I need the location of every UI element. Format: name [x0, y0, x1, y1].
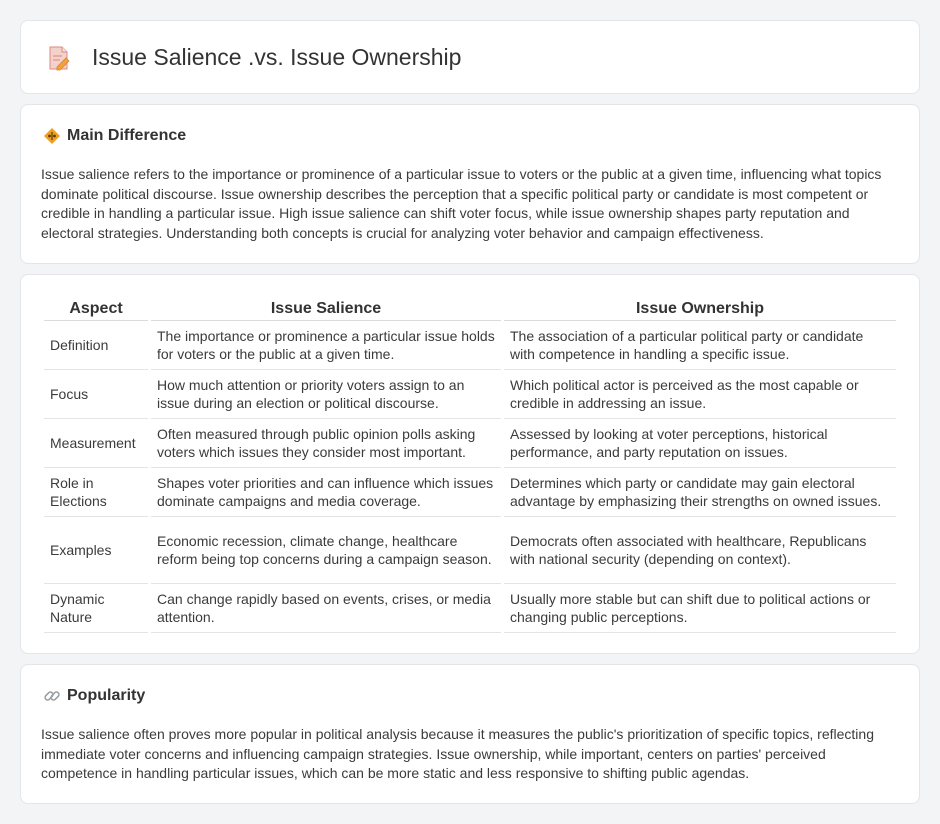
comparison-table: [41, 295, 899, 633]
table-row: [44, 468, 896, 517]
popularity-heading: [43, 687, 145, 705]
table-row: [44, 321, 896, 370]
popularity-text: Issue salience often proves more popular in political analysis because it measures the public's prioritization of specific topics, reflecting immediate voter concerns and influencing campaign strategies. Issue ownership, while important, centers on parties' perceived competence in handling particular issues, which can be more static and less responsive to shifting public agendas.: [41, 726, 874, 781]
aspect-cell: Examples: [44, 517, 148, 584]
ownership-cell: Assessed by looking at voter perceptions, historical performance, and party reputation on issues.: [504, 419, 896, 468]
table-header-row: [44, 295, 896, 321]
main-difference-heading: [43, 127, 186, 145]
aspect-cell: Dynamic Nature: [44, 584, 148, 633]
ownership-cell: Determines which party or candidate may gain electoral advantage by emphasizing their strengths on owned issues.: [504, 468, 896, 517]
popularity-title: Popularity: [67, 687, 146, 704]
aspect-cell: Measurement: [44, 419, 148, 468]
ownership-cell: Usually more stable but can shift due to political actions or changing public perceptions.: [504, 584, 896, 633]
column-header-issue-ownership: Issue Ownership: [504, 295, 896, 321]
column-header-aspect: Aspect: [44, 295, 148, 321]
salience-cell: Can change rapidly based on events, crises, or media attention.: [151, 584, 501, 633]
page-title: Issue Salience .vs. Issue Ownership: [92, 44, 462, 70]
popularity-card: [20, 664, 920, 804]
salience-cell: The importance or prominence a particular issue holds for voters or the public at a given time.: [151, 321, 501, 370]
aspect-cell: Definition: [44, 321, 148, 370]
table-row: [44, 584, 896, 633]
link-icon: [43, 687, 61, 705]
comparison-card: [20, 274, 920, 654]
column-header-issue-salience: Issue Salience: [151, 295, 501, 321]
salience-cell: Economic recession, climate change, healthcare reform being top concerns during a campaign season.: [151, 517, 501, 584]
document-edit-icon: [47, 45, 71, 71]
table-row: [44, 517, 896, 584]
ownership-cell: Democrats often associated with healthcare, Republicans with national security (depending on context).: [504, 517, 896, 584]
main-difference-title: Main Difference: [67, 127, 187, 144]
salience-cell: Shapes voter priorities and can influence which issues dominate campaigns and media coverage.: [151, 468, 501, 517]
table-row: [44, 419, 896, 468]
main-difference-card: [20, 104, 920, 264]
ownership-cell: Which political actor is perceived as the most capable or credible in addressing an issue.: [504, 370, 896, 419]
aspect-cell: Focus: [44, 370, 148, 419]
salience-cell: How much attention or priority voters assign to an issue during an election or political discourse.: [151, 370, 501, 419]
diamond-sign-icon: [43, 127, 61, 145]
main-difference-text: Issue salience refers to the importance or prominence of a particular issue to voters or the public at a given time, influencing what topics dominate political discourse. Issue ownership describes the perception that a specific political party or candidate is most competent or credible in handling a particular issue. High issue salience can shift voter focus, while issue ownership shapes party reputation and electoral strategies. Understanding both concepts is crucial for analyzing voter behavior and campaign effectiveness.: [41, 166, 882, 241]
table-row: [44, 370, 896, 419]
ownership-cell: The association of a particular political party or candidate with competence in handling a specific issue.: [504, 321, 896, 370]
aspect-cell: Role in Elections: [44, 468, 148, 517]
header-card: [20, 20, 920, 94]
salience-cell: Often measured through public opinion polls asking voters which issues they consider most important.: [151, 419, 501, 468]
